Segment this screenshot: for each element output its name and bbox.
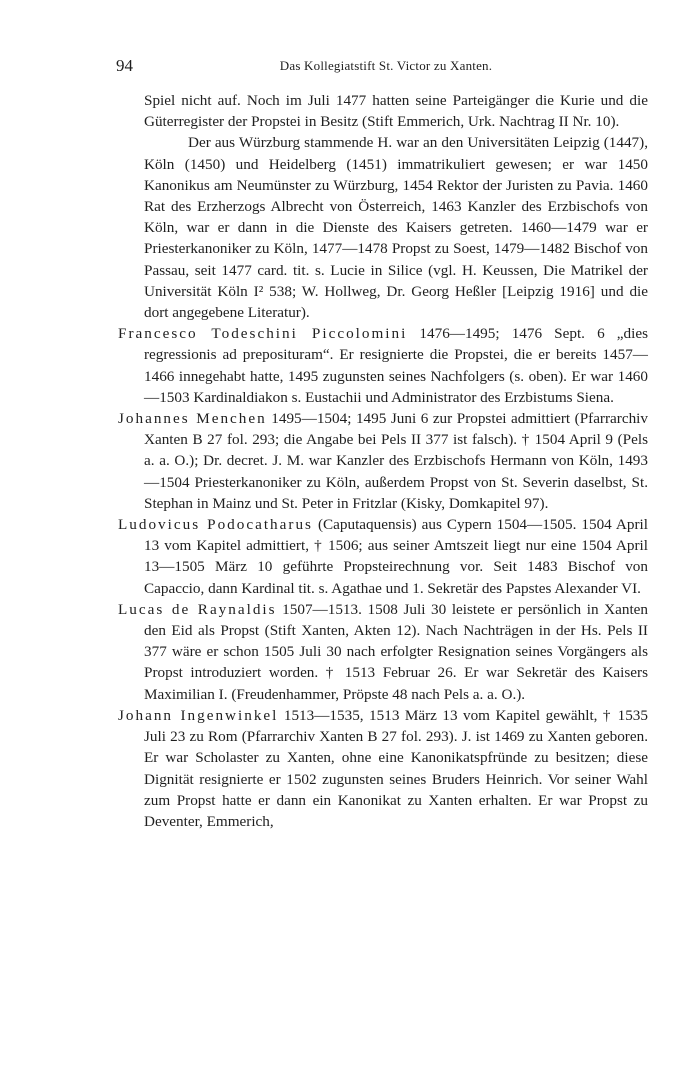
paragraph-text: Spiel nicht auf. Noch im Juli 1477 hatten seine Parteigänger die Kurie und die Güterregister der Propstei in Besitz (Stift Emmerich, Urk. Nachtrag II Nr. 10). (144, 92, 648, 131)
paragraph-text: Der aus Würzburg stammende H. war an den Universitäten Leipzig (1447), Köln (1450) und Heidelberg (1451) immatrikuliert gewesen; er war 1450 Kanonikus am Neumünster zu Würzburg, 1454 Rektor der Juristen zu Pavia. 1460 Rat des Erzherzogs Albrecht von Österreich, 1463 Kanzler des Erzbischofs von Köln, war er dann in die Dienste des Kaisers getreten. 1460—1479 war er Priesterkanoniker zu Köln, 1477—1478 Propst zu Soest, 1479—1482 Bischof von Passau, seit 1477 card. tit. s. Lucie in Silice (vgl. H. Keussen, Die Matrikel der Universität Köln I² 538; W. Hollweg, Dr. Georg Heßler [Leipzig 1916] und die dort angegebene Literatur). (144, 134, 648, 322)
entry-name: Ludovicus Podocatharus (118, 516, 313, 534)
entry-text: (Caputaquensis) aus Cypern 1504—1505. 1504 April 13 vom Kapitel admittiert, † 1506; aus seiner Amtszeit liegt nur eine 1504 April 13—1505 März 10 geführte Propsteirechnung vor. Seit 1483 Bischof von Capaccio, dann Kardinal tit. s. Agathae und 1. Sekretär des Papstes Alexander VI. (144, 516, 648, 597)
entry-name: Johannes Menchen (118, 410, 267, 428)
body-text (118, 90, 648, 832)
entry-piccolomini (118, 323, 648, 408)
page-header (116, 56, 656, 80)
paragraph-continuation (118, 90, 648, 132)
page-number: 94 (116, 56, 133, 75)
entry-podocatharus (118, 514, 648, 599)
entry-ingenwinkel (118, 705, 648, 832)
entry-name: Johann Ingenwinkel (118, 706, 279, 724)
entry-text: 1507—1513. 1508 Juli 30 leistete er persönlich in Xanten den Eid als Propst (Stift Xanten, Akten 12). Nach Nachträgen in der Hs. Pels II 377 wäre er schon 1505 Juli 30 nach erfolgter Resignation seines Vorgängers als Propst introduziert worden. † 1513 Februar 26. Er war Sekretär des Kaisers Maximilian I. (Freudenhammer, Pröpste 48 nach Pels a. a. O.). (144, 600, 649, 703)
running-title: Das Kollegiatstift St. Victor zu Xanten. (279, 58, 493, 73)
entry-menchen (118, 408, 648, 514)
entry-name: Lucas de Raynaldis (118, 600, 277, 618)
entry-raynaldis (118, 599, 648, 705)
entry-name: Francesco Todeschini Piccolomini (118, 325, 408, 343)
paragraph-hessler-biography (118, 132, 648, 323)
entry-text: 1476—1495; 1476 Sept. 6 „dies regressionis ad preposituram“. Er resignierte die Propstei, die er bereits 1457—1466 innegehabt hatte, 1495 zugunsten seines Nachfolgers (s. oben). Er war 1460—1503 Kardinaldiakon s. Eustachii und Administrator des Erzbistums Siena. (144, 325, 648, 406)
entry-text: 1495—1504; 1495 Juni 6 zur Propstei admittiert (Pfarrarchiv Xanten B 27 fol. 293; die Angabe bei Pels II 377 ist falsch). † 1504 April 9 (Pels a. a. O.); Dr. decret. J. M. war Kanzler des Erzbischofs Hermann von Köln, 1493—1504 Priesterkanoniker zu Köln, außerdem Propst von St. Severin daselbst, St. Stephan in Mainz und St. Peter in Fritzlar (Kisky, Domkapitel 97). (144, 410, 648, 512)
entry-text: 1513—1535, 1513 März 13 vom Kapitel gewählt, † 1535 Juli 23 zu Rom (Pfarrarchiv Xanten B 27 fol. 293). J. ist 1469 zu Xanten geboren. Er war Scholaster zu Xanten, ohne eine Kanonikatspfründe zu besitzen; diese Dignität resignierte er 1502 zugunsten seines Bruders Heinrich. Vor seiner Wahl zum Propst hatte er dann ein Kanonikat zu Xanten erhalten. Er war Propst zu Deventer, Emmerich, (144, 706, 648, 830)
